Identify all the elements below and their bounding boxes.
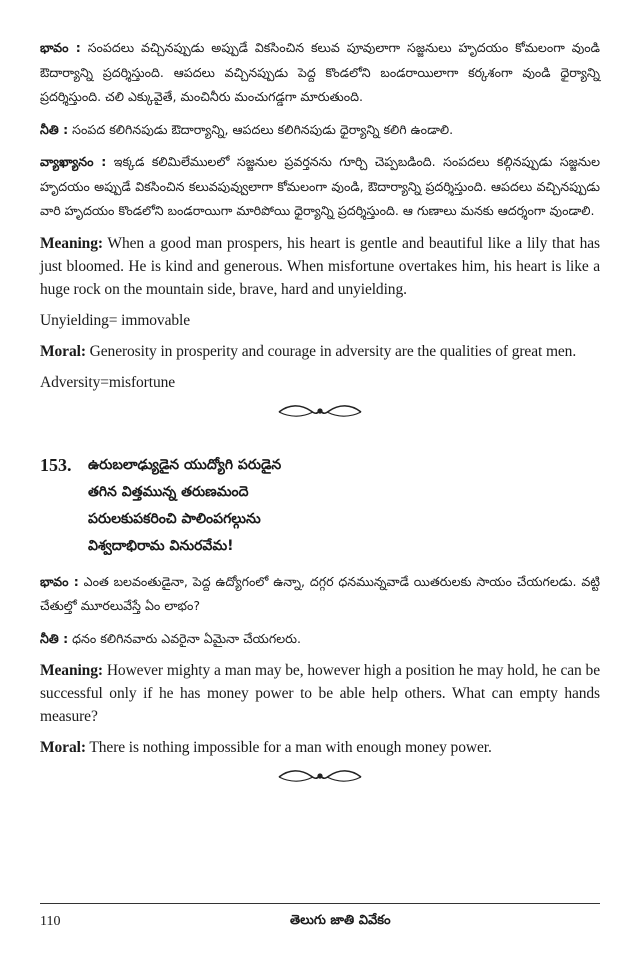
neethi-paragraph-2 [40,627,600,652]
meaning-text: However mighty a man may be, however high a position he may hold, he can be successful only if he has money power to be able help others. What can empty hands measure? [40,662,600,725]
bhavam-label: భావం : [40,40,81,55]
flourish-icon [275,767,365,785]
page-number: 110 [40,914,61,929]
neethi-text: ధనం కలిగినవారు ఎవరైనా ఏమైనా చేయగలరు. [72,630,301,646]
book-title: తెలుగు జాతి వివేకం [290,913,391,928]
meaning-label: Meaning: [40,234,103,252]
neethi-label: నీతి : [40,121,69,137]
page-content [40,36,600,799]
neethi-text: సంపద కలిగినపుడు ఔదార్యాన్ని, ఆపదలు కలిగినపుడు ధైర్యాన్ని కలిగి ఉండాలి. [72,121,454,137]
moral-paragraph-2 [40,736,600,759]
ornament-divider-2 [40,767,600,787]
gloss-adversity: Adversity=misfortune [40,373,176,391]
bhavam-label: భావం : [40,573,79,589]
poem-line: పరులకుపకరించి పాలింపగల్గును [88,510,261,527]
moral-label: Moral: [40,739,86,756]
moral-text: There is nothing impossible for a man with enough money power. [89,739,492,756]
vyakhyanam-paragraph [40,150,600,224]
neethi-paragraph [40,118,600,143]
moral-label: Moral: [40,342,86,360]
poem-block [40,452,600,560]
page-footer [40,903,600,929]
poem-lines [88,452,281,560]
bhavam-paragraph [40,36,600,110]
neethi-label: నీతి : [40,630,69,646]
bhavam-text: సంపదలు వచ్చినప్పుడు అప్పుడే వికసించిన కలువ పూవులాగా సజ్జనులు హృదయం కోమలంగా వుండి ఔదార్యాన్ని ప్రదర్శిస్తుంది. ఆపదలు వచ్చినప్పుడు పెద్ద కొండలోని బండరాయిలాగా కర్కశంగా వుండి ధైర్యాన్ని ప్రదర్శిస్తుంది. చలి ఎక్కువైతే, మంచినీరు మంచుగడ్డగా మారుతుంది. [40,40,600,104]
vyakhyanam-label: వ్యాఖ్యానం : [40,154,107,169]
poem-line: ఉరుబలాఢ్యుడైన యుద్యోగి పరుడైన [88,456,282,473]
poem-line: తగిన విత్తమున్న తరుణమందె [88,483,249,500]
poem-number: 153. [40,454,72,475]
bhavam-paragraph-2 [40,570,600,619]
vyakhyanam-text: ఇక్కడ కలిమిలేములలో సజ్జనుల ప్రవర్తనను గూర్చి చెప్పబడింది. సంపదలు కల్గినప్పుడు సజ్జనుల హృదయం అప్పుడే వికసించిన కలువపువ్వులాగా కోమలంగా వుండి, ఔదార్యాన్ని ప్రదర్శిస్తుంది. ఆపదలు వచ్చినప్పుడు వారి హృదయం కొండలోని బండరాయిగా మారిపోయి ధైర్యాన్ని ప్రదర్శిస్తుంది. ఆ గుణాలు మనకు ఆదర్శంగా వుండాలి. [40,154,600,218]
meaning-text: When a good man prospers, his heart is gentle and beautiful like a lily that has just bloomed. He is kind and generous. When misfortune overtakes him, his heart is like a huge rock on the mountain side, brave, hard and unyielding. [40,234,600,298]
meaning-paragraph-2 [40,659,600,728]
poem-line: విశ్వదాభిరామ వినురవేమ! [88,537,234,554]
moral-paragraph [40,340,600,363]
gloss-unyielding: Unyielding= immovable [40,311,190,329]
meaning-label: Meaning: [40,662,103,679]
bhavam-text: ఎంత బలవంతుడైనా, పెద్ద ఉద్యోగంలో ఉన్నా, దగ్గర ధనమున్నవాడే యితరులకు సాయం చేయగలడు. వట్టి చేతుల్తో మూరలువేస్తే ఏం లాభం? [40,573,600,613]
moral-text: Generosity in prosperity and courage in adversity are the qualities of great men. [89,342,577,360]
flourish-icon [275,402,365,420]
ornament-divider [40,402,600,422]
meaning-paragraph [40,232,600,301]
